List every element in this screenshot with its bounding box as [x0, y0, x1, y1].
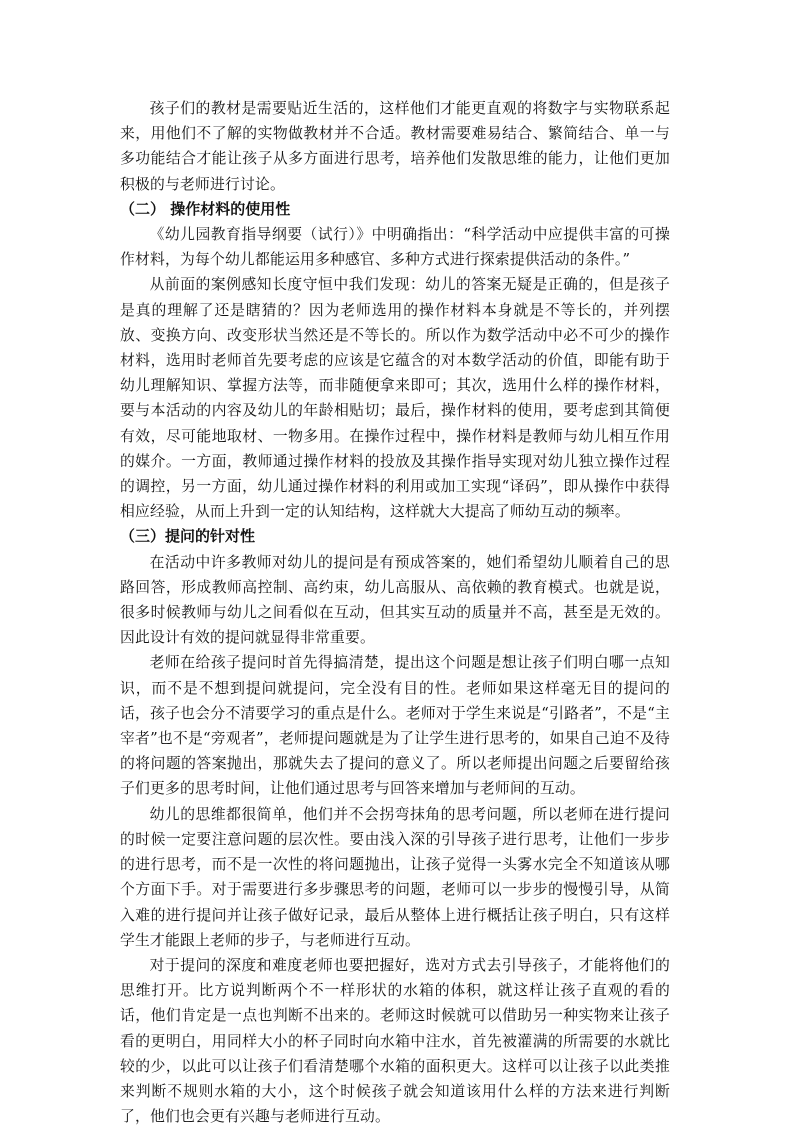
paragraph-length-conservation-case: 从前面的案例感知长度守恒中我们发现：幼儿的答案无疑是正确的，但是孩子是真的理解了还是瞎猜的？因为老师选用的操作材料本身就是不等长的，并列摆放、变换方向、改变形状当然还是不等长的。所以作为数学活动中必不可少的操作材料，选用时老师首先要考虑的应该是它蕴含的对本数学活动的价值，即能有助于幼儿理解知识、掌握方法等，而非随便拿来即可；其次，选用什么样的操作材料，要与本活动的内容及幼儿的年龄相贴切；最后，操作材料的使用，要考虑到其简便有效，尽可能地取材、一物多用。在操作过程中，操作材料是教师与幼儿相互作用的媒介。一方面，教师通过操作材料的投放及其操作指导实现对幼儿独立操作过程的调控，另一方面，幼儿通过操作材料的利用或加工实现“译码”，即从操作中获得相应经验，从而上升到一定的认知结构，这样就大大提高了师幼互动的频率。: [120, 276, 670, 521]
section-heading-materials-usability: [120, 197, 670, 222]
paragraph-question-purpose: 老师在给孩子提问时首先得搞清楚，提出这个问题是想让孩子们明白哪一点知识，而不是不想到提问就提问，完全没有目的性。老师如果这样毫无目的提问的话，孩子也会分不清要学习的重点是什么。老师对于学生来说是“引路者”，不是“主宰者”也不是“旁观者”，老师提问题就是为了让学生进行思考的，如果自己迫不及待的将问题的答案抛出，那就失去了提问的意义了。所以老师提出问题之后要留给孩子们更多的思考时间，让他们通过思考与回答来增加与老师间的互动。: [120, 654, 670, 798]
paragraph-question-hierarchy: 幼儿的思维都很简单，他们并不会拐弯抹角的思考问题，所以老师在进行提问的时候一定要注意问题的层次性。要由浅入深的引导孩子进行思考，让他们一步步的进行思考，而不是一次性的将问题抛出，让孩子觉得一头雾水完全不知道该从哪个方面下手。对于需要进行多步骤思考的问题，老师可以一步步的慢慢引导，从简入难的进行提问并让孩子做好记录，最后从整体上进行概括让孩子明白，只有这样学生才能跟上老师的步子，与老师进行互动。: [120, 805, 670, 949]
section-number: （三）: [120, 527, 166, 546]
paragraph-teaching-materials: 孩子们的教材是需要贴近生活的，这样他们才能更直观的将数字与实物联系起来，用他们不了解的实物做教材并不合适。教材需要难易结合、繁简结合、单一与多功能结合才能让孩子从多方面进行思考，培养他们发散思维的能力，让他们更加积极的与老师进行讨论。: [120, 100, 670, 193]
section-heading-questioning-pertinence: [120, 524, 670, 549]
paragraph-guideline-quote: 《幼儿园教育指导纲要（试行）》中明确指出：“科学活动中应提供丰富的可操作材料，为每个幼儿都能运用多种感官、多种方式进行探索提供活动的条件。”: [120, 226, 670, 269]
section-title: 提问的针对性: [165, 527, 256, 546]
section-title: 操作材料的使用性: [170, 199, 291, 218]
section-number: （二）: [120, 199, 166, 218]
paragraph-question-depth: 对于提问的深度和难度老师也要把握好，选对方式去引导孩子，才能将他们的思维打开。比方说判断两个不一样形状的水箱的体积，就这样让孩子直观的看的话，他们肯定是一点也判断不出来的。老师这时候就可以借助另一种实物来让孩子看的更明白，用同样大小的杯子同时向水箱中注水，首先被灌满的所需要的水就比较的少，以此可以让孩子们看清楚哪个水箱的面积更大。这样可以让孩子以此类推来判断不规则水箱的大小，这个时候孩子就会知道该用什么样的方法来进行判断了，他们也会更有兴趣与老师进行互动。: [120, 956, 670, 1126]
paragraph-preset-answers: 在活动中许多教师对幼儿的提问是有预成答案的，她们希望幼儿顺着自己的思路回答，形成教师高控制、高约束，幼儿高服从、高依赖的教育模式。也就是说，很多时候教师与幼儿之间看似在互动，但其实互动的质量并不高，甚至是无效的。因此设计有效的提问就显得非常重要。: [120, 553, 670, 647]
